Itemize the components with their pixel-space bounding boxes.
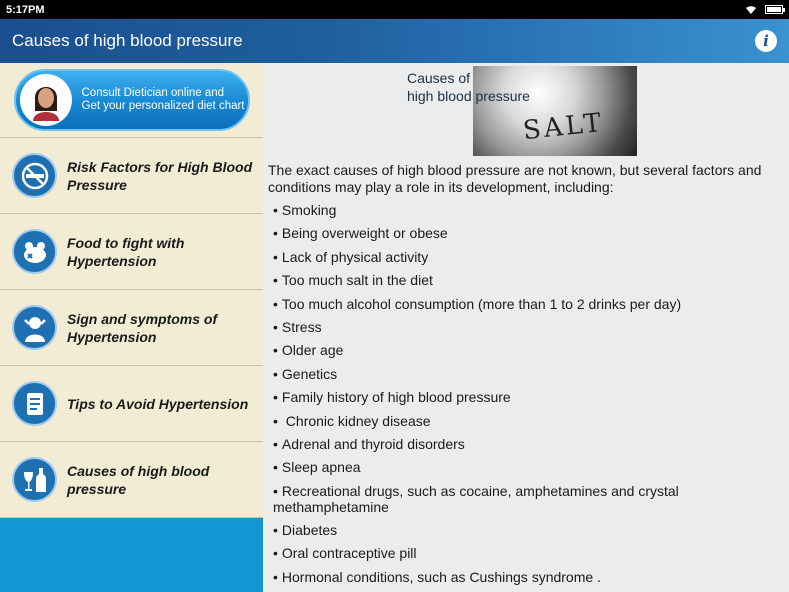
list-item: • Lack of physical activity [273,248,429,265]
checklist-icon [12,381,57,426]
list-item: • Adrenal and thyroid disorders [273,435,465,452]
person-icon [23,77,69,123]
list-item: • Diabetes [273,522,338,539]
list-item: • Too much alcohol consumption (more than 1 to 2 drinks per day) [273,295,682,312]
list-item: • Stress [273,318,322,335]
nav-label [67,310,217,346]
nav-item-causes[interactable] [0,442,263,518]
nav-label-line1: Causes of high blood [67,462,210,479]
content-panel[interactable] [263,63,789,592]
app-bar [0,19,789,63]
nav-label-line2: Hypertension [67,328,157,345]
nav-item-risk-factors[interactable] [0,138,263,214]
nav-item-tips[interactable] [0,366,263,442]
nav-label [67,234,184,270]
no-smoking-icon [12,153,57,198]
list-item: • Older age [273,342,344,359]
battery-icon [765,5,783,14]
list-item: • Oral contraceptive pill [273,545,417,562]
consult-dietician-button[interactable] [14,69,250,131]
status-time: 5:17PM [6,3,45,16]
dietician-avatar [20,74,72,126]
headache-icon [12,305,57,350]
consult-section [0,63,263,138]
nav-item-symptoms[interactable] [0,290,263,366]
nav-label [67,158,252,194]
list-item: • Sleep apnea [273,459,361,476]
hero-caption-line2: high blood pressure [407,88,530,104]
info-icon[interactable]: i [755,30,777,52]
nav-label-line1: Risk Factors for High Blood [67,158,253,175]
consult-line1: Consult Dietician online and [81,87,225,99]
hero-banner [407,66,637,156]
nav-label-line2: pressure [67,480,127,497]
list-item: • Too much salt in the diet [273,272,433,289]
list-item: • Hormonal conditions, such as Cushings syndrome . [273,568,601,585]
list-item: • Genetics [273,365,338,382]
list-item: • Recreational drugs, such as cocaine, amphetamines and crystal methamphetamine [273,482,679,515]
nav-item-food[interactable] [0,214,263,290]
nav-label-line2: Pressure [67,176,127,193]
nav-label [67,462,209,498]
nav-label-line2: Hypertension [67,252,157,269]
wine-bottle-icon [12,457,57,502]
page-title: Causes of high blood pressure [12,31,243,50]
food-icon [12,229,57,274]
nav-label-line1: Sign and symptoms of [67,310,218,327]
nav-label-line1: Food to fight with [67,234,185,251]
nav-label [67,395,248,413]
list-item: • Smoking [273,202,337,218]
causes-list [273,202,773,592]
list-item: • Family history of high blood pressure [273,389,511,406]
intro-paragraph: The exact causes of high blood pressure are not known, but several factors and conditions may play a role in its development, including: [268,162,762,195]
wifi-icon [745,5,757,15]
hero-caption-line1: Causes of [407,70,471,86]
hero-caption [407,69,530,105]
consult-line2: Get your personalized diet chart [81,100,245,112]
list-item: • Chronic kidney disease [273,412,431,429]
list-item: • Being overweight or obese [273,225,448,242]
nav-label-line1: Tips to Avoid Hypertension [67,395,249,412]
consult-text [82,87,245,113]
sidebar [0,63,263,592]
system-icons [745,5,783,15]
status-bar [0,0,789,19]
salt-word: SALT [521,107,606,147]
